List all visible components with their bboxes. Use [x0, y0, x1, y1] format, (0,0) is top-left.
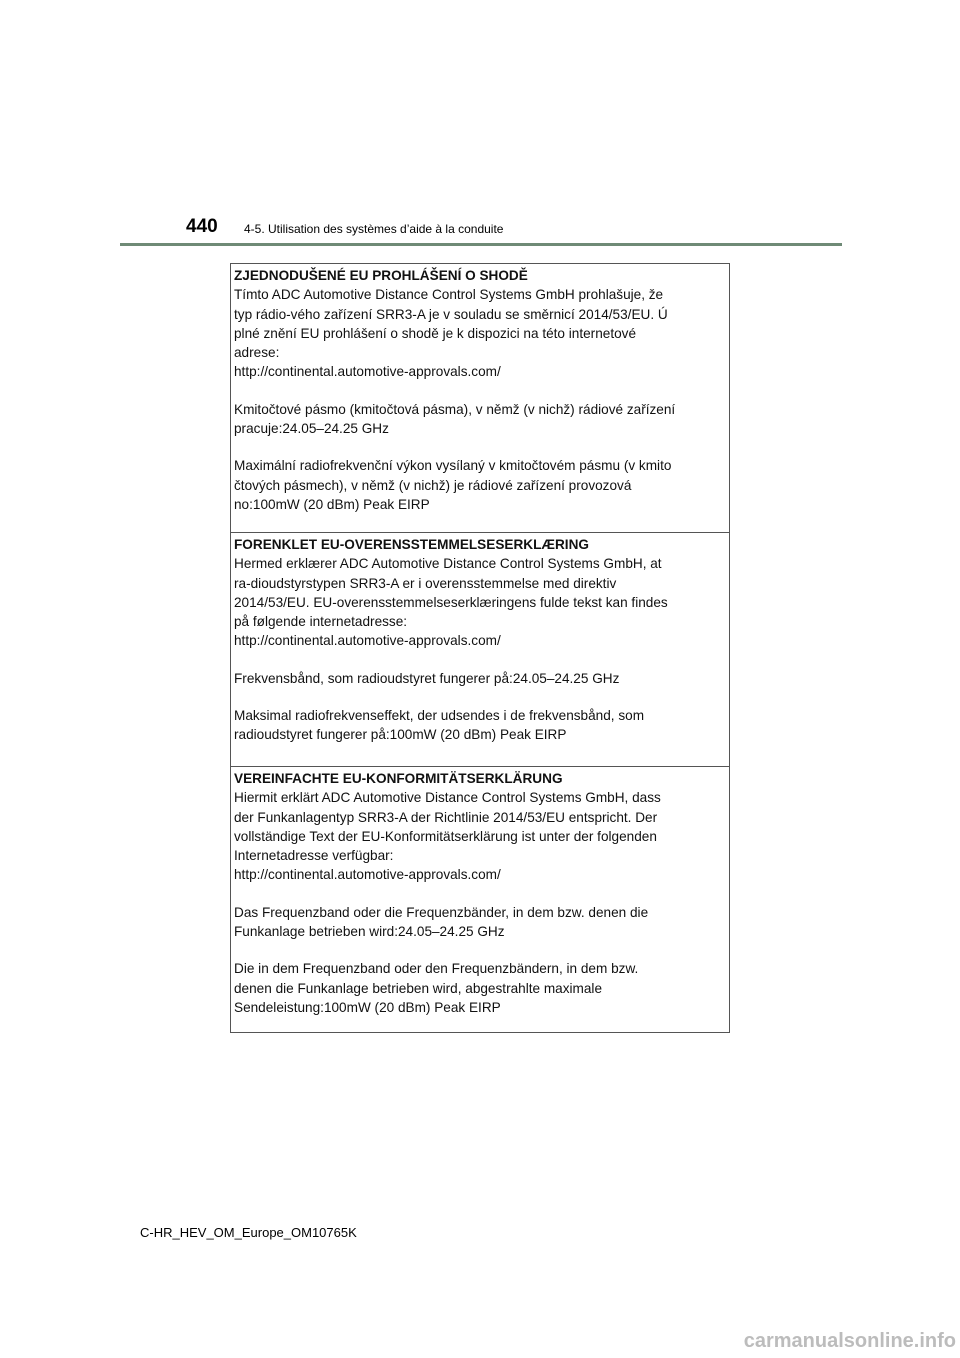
declaration-title: FORENKLET EU-OVERENSSTEMMELSESERKLÆRING — [234, 537, 589, 552]
section-title: 4-5. Utilisation des systèmes d’aide à la conduite — [244, 222, 504, 236]
declaration-frequency: Kmitočtové pásmo (kmitočtová pásma), v němž (v nichž) rádiové zařízení pracuje:24.05–24.25 GHz — [234, 401, 676, 437]
declaration-body: Tímto ADC Automotive Distance Control Systems GmbH prohlašuje, že typ rádio-vého zařízení SRR3-A je v souladu se směrnicí 2014/53/EU. Ú plné znění EU prohlášení o shodě je k dispozici na této internetové adrese: http://continental.automotive-approvals.com/ — [234, 287, 668, 380]
declaration-danish — [230, 533, 730, 767]
declaration-power: Die in dem Frequenzband oder den Frequenzbändern, in dem bzw. denen die Funkanlage betrieben wird, abgestrahlte maximale Sendeleistung:100mW (20 dBm) Peak EIRP — [234, 961, 639, 1015]
declaration-title: ZJEDNODUŠENÉ EU PROHLÁŠENÍ O SHODĚ — [234, 268, 528, 283]
declaration-czech — [230, 263, 730, 533]
declaration-power: Maximální radiofrekvenční výkon vysílaný v kmitočtovém pásmu (v kmito čtových pásmech), v němž (v nichž) je rádiové zařízení provozová no:100mW (20 dBm) Peak EIRP — [234, 458, 672, 512]
header-divider — [120, 243, 842, 246]
declaration-body: Hermed erklærer ADC Automotive Distance Control Systems GmbH, at ra-dioudstyrstypen SRR3-A er i overensstemmelse med direktiv 2014/53/EU. EU-overensstemmelseserklæringens fulde tekst kan findes på følgende internetadresse: http://continental.automotive-approvals.com/ — [234, 556, 668, 649]
declaration-power: Maksimal radiofrekvenseffekt, der udsendes i de frekvensbånd, som radioudstyret fungerer på:100mW (20 dBm) Peak EIRP — [234, 708, 645, 743]
declaration-frequency: Das Frequenzband oder die Frequenzbänder, in dem bzw. denen die Funkanlage betrieben wird:24.05–24.25 GHz — [234, 904, 649, 940]
declaration-title: VEREINFACHTE EU-KONFORMITÄTSERKLÄRUNG — [234, 771, 563, 786]
watermark-text: carmanualsonline.info — [743, 1330, 956, 1352]
declaration-frequency: Frekvensbånd, som radioudstyret fungerer på:24.05–24.25 GHz — [234, 670, 620, 686]
declarations-box — [230, 263, 730, 1033]
page-number: 440 — [186, 216, 218, 237]
declaration-german — [230, 767, 730, 1033]
document-code: C-HR_HEV_OM_Europe_OM10765K — [140, 1225, 357, 1240]
declaration-body: Hiermit erklärt ADC Automotive Distance Control Systems GmbH, dass der Funkanlagentyp SRR3-A der Richtlinie 2014/53/EU entspricht. Der vollständige Text der EU-Konformitätserklärung ist unter der folgenden Internetadresse verfügbar: http://continental.automotive-approvals.com/ — [234, 790, 661, 883]
